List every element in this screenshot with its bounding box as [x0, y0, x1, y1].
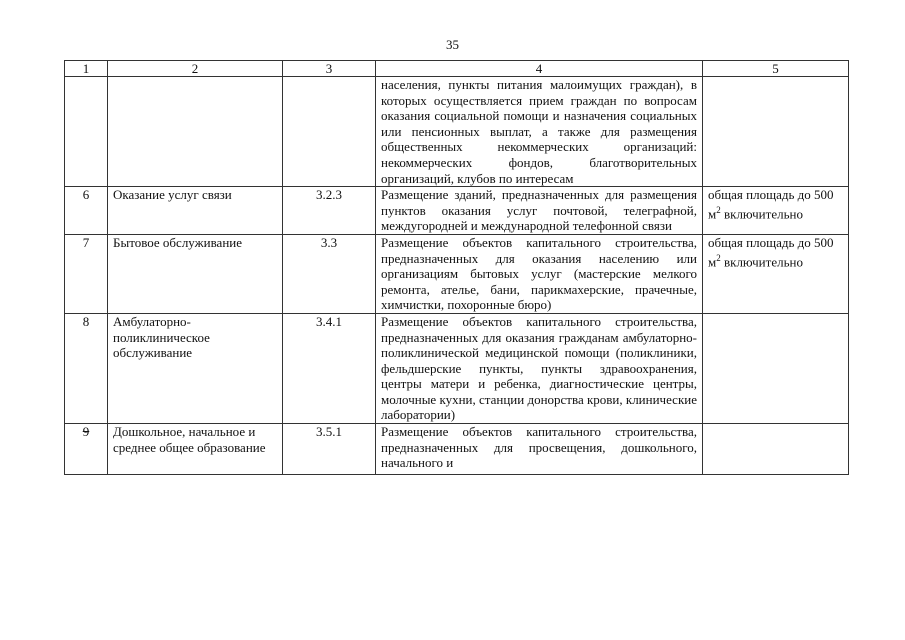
table-row [65, 313, 849, 423]
column-header: 5 [703, 61, 849, 77]
use-description: Размещение объектов капитального строительства, предназначенных для просвещения, дошкольного, начального и [376, 424, 703, 475]
note-superscript: 2 [716, 204, 721, 215]
use-code [283, 77, 376, 187]
column-header: 4 [376, 61, 703, 77]
use-description: Размещение объектов капитального строительства, предназначенных для оказания населению или организациям бытовых услуг (мастерские мелкого ремонта, ателье, бани, парикмахерские, прачечные, химчистки, похоронные бюро) [376, 234, 703, 313]
column-header: 2 [108, 61, 283, 77]
use-description: населения, пункты питания малоимущих граждан), в которых осуществляется прием граждан по вопросам оказания социальной помощи и назначения социальных или пенсионных выплат, а также для размещения общественных некоммерческих организаций: некоммерческих фондов, благотворительных организаций, клубов по интересам [376, 77, 703, 187]
use-code: 3.4.1 [283, 313, 376, 423]
use-note [703, 77, 849, 187]
use-code: 3.2.3 [283, 187, 376, 235]
note-superscript: 2 [716, 252, 721, 263]
use-name: Бытовое обслуживание [108, 234, 283, 313]
use-name: Оказание услуг связи [108, 187, 283, 235]
row-number-struck: 9 [82, 424, 90, 440]
row-number: 7 [65, 234, 108, 313]
use-description: Размещение зданий, предназначенных для размещения пунктов оказания услуг почтовой, телеграфной, междугородней и международной телефонной связи [376, 187, 703, 235]
use-note [703, 313, 849, 423]
note-text-tail: включительно [720, 253, 803, 269]
use-note [703, 187, 849, 235]
use-name [108, 77, 283, 187]
table-row [65, 234, 849, 313]
use-code: 3.5.1 [283, 424, 376, 475]
note-text-tail: включительно [720, 206, 803, 222]
row-number [65, 77, 108, 187]
row-number: 8 [65, 313, 108, 423]
use-name: Амбулаторно-поликлиническое обслуживание [108, 313, 283, 423]
use-description: Размещение объектов капитального строительства, предназначенных для оказания гражданам амбулаторно-поликлинической медицинской помощи (поликлиники, фельдшерские пункты, пункты здравоохранения, центры матери и ребенка, диагностические центры, молочные кухни, станции донорства крови, клинические лаборатории) [376, 313, 703, 423]
note-text: общая площадь до 500 м [708, 187, 834, 222]
column-header: 3 [283, 61, 376, 77]
row-number [65, 424, 108, 475]
column-header: 1 [65, 61, 108, 77]
table-row [65, 77, 849, 187]
use-code: 3.3 [283, 234, 376, 313]
table-row [65, 424, 849, 475]
use-name: Дошкольное, начальное и среднее общее образование [108, 424, 283, 475]
page-number: 35 [446, 37, 459, 52]
table-row [65, 187, 849, 235]
land-use-table [64, 60, 849, 475]
row-number: 6 [65, 187, 108, 235]
note-text: общая площадь до 500 м [708, 234, 834, 269]
use-note [703, 424, 849, 475]
use-note [703, 234, 849, 313]
column-number-header-row [65, 61, 849, 77]
